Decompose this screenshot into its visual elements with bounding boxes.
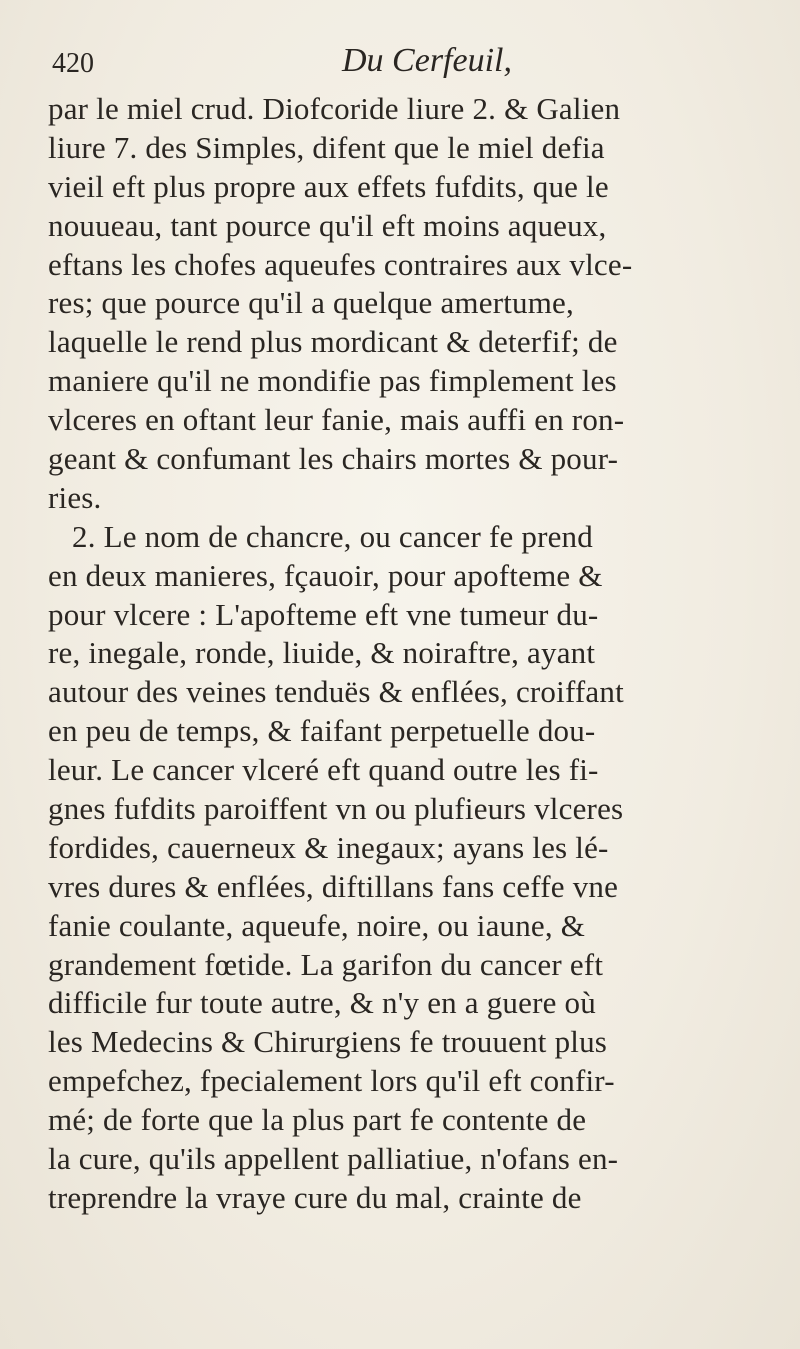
- text-line: vres dures & enflées, diftillans fans ceffe vne: [48, 868, 619, 904]
- text-line: autour des veines tenduës & enflées, croiffant: [48, 674, 624, 710]
- text-line: grandement fœtide. La garifon du cancer eft: [48, 946, 604, 982]
- text-line: vieil eft plus propre aux effets fufdits, que le: [48, 168, 609, 204]
- text-line: leur. Le cancer vlceré eft quand outre les fi-: [48, 752, 599, 788]
- text-line: nouueau, tant pource qu'il eft moins aqueux,: [48, 207, 607, 243]
- text-line: 2. Le nom de chancre, ou cancer fe prend: [72, 518, 593, 554]
- text-line: eftans les chofes aqueufes contraires aux vlce-: [48, 246, 633, 282]
- text-line: la cure, qu'ils appellent palliatiue, n'ofans en-: [48, 1141, 619, 1177]
- text-line: treprendre la vraye cure du mal, crainte de: [48, 1179, 582, 1215]
- text-line: mé; de forte que la plus part fe contente de: [48, 1102, 587, 1138]
- text-line: les Medecins & Chirurgiens fe trouuent plus: [48, 1024, 608, 1060]
- text-line: en peu de temps, & faifant perpetuelle dou-: [48, 713, 596, 749]
- text-line: en deux manieres, fçauoir, pour apofteme &: [48, 557, 603, 593]
- text-line: res; que pource qu'il a quelque amertume,: [48, 285, 574, 321]
- text-line: liure 7. des Simples, difent que le miel defia: [48, 129, 605, 165]
- text-line: maniere qu'il ne mondifie pas fimplement les: [48, 363, 617, 399]
- text-line: laquelle le rend plus mordicant & deterfif; de: [48, 324, 618, 360]
- text-line: re, inegale, ronde, liuide, & noiraftre, ayant: [48, 635, 596, 671]
- text-line: pour vlcere : L'apofteme eft vne tumeur du-: [48, 596, 599, 632]
- text-line: par le miel crud. Diofcoride liure 2. & Galien: [48, 91, 621, 126]
- text-line: ries.: [48, 479, 102, 515]
- page-header: [52, 42, 772, 92]
- text-line: vlceres en oftant leur fanie, mais auffi en ron-: [48, 402, 625, 438]
- text-line: difficile fur toute autre, & n'y en a guere où: [48, 985, 596, 1021]
- text-line: geant & confumant les chairs mortes & pour-: [48, 441, 619, 477]
- text-line: fanie coulante, aqueufe, noire, ou iaune, &: [48, 907, 586, 943]
- text-line: fordides, cauerneux & inegaux; ayans les lé-: [48, 829, 609, 865]
- running-title: Du Cerfeuil,: [342, 42, 512, 79]
- text-line: empefchez, fpecialement lors qu'il eft confir-: [48, 1063, 615, 1099]
- body-text: [48, 90, 788, 1218]
- page-number: 420: [52, 48, 94, 79]
- text-line: gnes fufdits paroiffent vn ou plufieurs vlceres: [48, 791, 624, 827]
